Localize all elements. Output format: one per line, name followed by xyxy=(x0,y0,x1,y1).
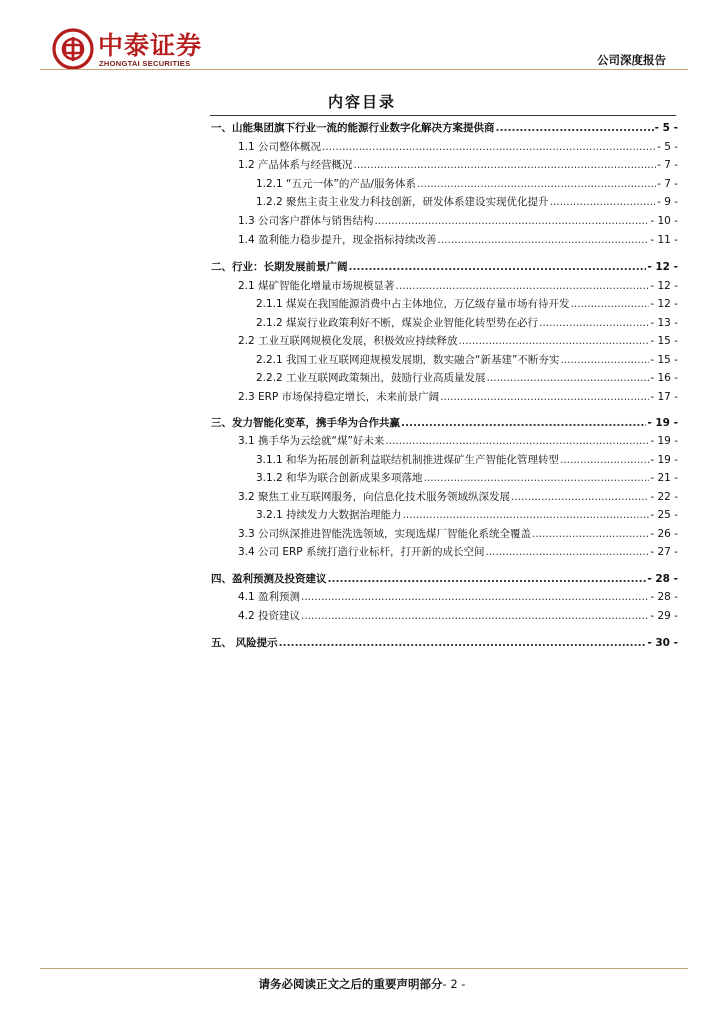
toc-entry[interactable] xyxy=(256,352,678,370)
toc-entry-page: - 11 - xyxy=(650,234,678,246)
toc-entry-label: 3.1 携手华为云绘就“煤”好未来 xyxy=(238,435,385,447)
toc-entry[interactable] xyxy=(238,433,678,451)
toc-entry[interactable] xyxy=(238,544,678,562)
toc-entry[interactable] xyxy=(256,507,678,525)
toc-entry-page: - 27 - xyxy=(650,546,678,558)
toc-entry-page: - 19 - xyxy=(650,454,678,466)
toc-entry-page: - 16 - xyxy=(650,372,678,384)
toc-entry-label: 4.1 盈利预测 xyxy=(238,591,301,603)
toc-leader-dots xyxy=(424,472,650,484)
toc-entry-page: - 9 - xyxy=(657,196,678,208)
toc-entry-page: - 26 - xyxy=(650,528,678,540)
toc-entry[interactable] xyxy=(238,608,678,626)
toc-entry[interactable] xyxy=(238,489,678,507)
toc-leader-dots xyxy=(459,335,650,347)
toc-entry[interactable] xyxy=(211,120,678,138)
toc-entry-page: - 15 - xyxy=(650,354,678,366)
toc-entry-label: 四、盈利预测及投资建议 xyxy=(211,573,327,585)
toc-entry-page: - 5 - xyxy=(654,122,678,134)
toc-leader-dots xyxy=(417,178,656,190)
toc-entry-label: 五、 风险提示 xyxy=(211,637,278,649)
toc-leader-dots xyxy=(354,159,657,171)
toc-leader-dots xyxy=(511,491,649,503)
toc-leader-dots xyxy=(539,317,649,329)
toc-leader-dots xyxy=(328,573,647,585)
toc-entry-label: 一、山能集团旗下行业一流的能源行业数字化解决方案提供商 xyxy=(211,122,495,134)
toc-entry-page: - 7 - xyxy=(657,159,678,171)
toc-entry-page: - 21 - xyxy=(650,472,678,484)
toc-entry-label: 三、发力智能化变革，携手华为合作共赢 xyxy=(211,417,400,429)
toc-entry[interactable] xyxy=(211,415,678,433)
toc-leader-dots xyxy=(375,215,650,227)
toc-entry-page: - 13 - xyxy=(650,317,678,329)
toc-entry-label: 2.1.2 煤炭行业政策利好不断，煤炭企业智能化转型势在必行 xyxy=(256,317,539,329)
toc-entry-page: - 17 - xyxy=(650,391,678,403)
toc-entry[interactable] xyxy=(256,194,678,212)
toc-entry[interactable] xyxy=(256,370,678,388)
toc-entry-label: 3.3 公司纵深推进智能洗选领域，实现选煤厂智能化系统全覆盖 xyxy=(238,528,532,540)
page-header xyxy=(0,0,724,80)
toc-entry-page: - 28 - xyxy=(650,591,678,603)
toc-entry-page: - 19 - xyxy=(647,417,678,429)
toc-entry-label: 2.2 工业互联网规模化发展，积极效应持续释放 xyxy=(238,335,458,347)
toc-leader-dots xyxy=(349,261,647,273)
page-footer xyxy=(0,976,724,992)
toc-leader-dots xyxy=(440,391,649,403)
footer-page-number: - 2 - xyxy=(442,977,466,991)
toc-entry-label: 4.2 投资建议 xyxy=(238,610,301,622)
toc-leader-dots xyxy=(571,298,650,310)
toc-entry[interactable] xyxy=(238,333,678,351)
toc-leader-dots xyxy=(532,528,649,540)
toc-entry-page: - 28 - xyxy=(647,573,678,585)
toc-entry-label: 1.4 盈利能力稳步提升，现金指标持续改善 xyxy=(238,234,437,246)
toc-entry-page: - 15 - xyxy=(650,335,678,347)
toc-entry-page: - 10 - xyxy=(650,215,678,227)
toc-entry-label: 二、行业：长期发展前景广阔 xyxy=(211,261,348,273)
toc-entry-label: 3.2.1 持续发力大数据治理能力 xyxy=(256,509,402,521)
toc-entry[interactable] xyxy=(256,315,678,333)
toc-leader-dots xyxy=(485,546,649,558)
toc-entry-label: 2.2.2 工业互联网政策频出，鼓励行业高质量发展 xyxy=(256,372,486,384)
toc-leader-dots xyxy=(301,610,649,622)
toc-leader-dots xyxy=(279,637,647,649)
toc-leader-dots xyxy=(401,417,646,429)
toc-entry[interactable] xyxy=(238,389,678,407)
toc-entry[interactable] xyxy=(256,296,678,314)
toc-entry[interactable] xyxy=(238,278,678,296)
toc-entry-page: - 22 - xyxy=(650,491,678,503)
company-name-en: ZHONGTAI SECURITIES xyxy=(99,59,191,68)
report-type-label: 公司深度报告 xyxy=(597,53,666,67)
toc-entry-label: 1.3 公司客户群体与销售结构 xyxy=(238,215,374,227)
company-name-cn: 中泰证券 xyxy=(98,31,203,60)
footer-divider xyxy=(40,968,688,969)
toc-entry-label: 3.1.2 和华为联合创新成果多项落地 xyxy=(256,472,423,484)
toc-leader-dots xyxy=(560,454,649,466)
toc-entry-label: 3.1.1 和华为拓展创新利益联结机制推进煤矿生产智能化管理转型 xyxy=(256,454,560,466)
toc-entry-page: - 12 - xyxy=(650,280,678,292)
toc-entry-label: 3.4 公司 ERP 系统打造行业标杆，打开新的成长空间 xyxy=(238,546,485,558)
toc-entry-label: 1.2.1 “五元一体”的产品/服务体系 xyxy=(256,178,416,190)
toc-entry-page: - 30 - xyxy=(647,637,678,649)
header-divider xyxy=(40,69,688,70)
toc-leader-dots xyxy=(396,280,650,292)
toc-entry[interactable] xyxy=(238,526,678,544)
toc-entry-label: 1.2 产品体系与经营概况 xyxy=(238,159,353,171)
toc-title-underline xyxy=(210,115,676,116)
toc-leader-dots xyxy=(301,591,649,603)
toc-leader-dots xyxy=(438,234,650,246)
toc-leader-dots xyxy=(560,354,649,366)
toc-leader-dots xyxy=(496,122,654,134)
toc-entry-page: - 7 - xyxy=(657,178,678,190)
toc-leader-dots xyxy=(550,196,657,208)
toc-leader-dots xyxy=(322,141,656,153)
toc-entry-label: 2.1 煤矿智能化增量市场规模显著 xyxy=(238,280,395,292)
toc-title: 内容目录 xyxy=(327,93,396,111)
toc-entry-label: 1.2.2 聚焦主责主业发力科技创新，研发体系建设实现优化提升 xyxy=(256,196,549,208)
toc-entry-page: - 12 - xyxy=(647,261,678,273)
toc-entry-page: - 19 - xyxy=(650,435,678,447)
toc-entry-label: 2.1.1 煤炭在我国能源消费中占主体地位，万亿级存量市场有待开发 xyxy=(256,298,570,310)
toc-entry-page: - 12 - xyxy=(650,298,678,310)
toc-entry-label: 1.1 公司整体概况 xyxy=(238,141,322,153)
toc-entry-label: 2.3 ERP 市场保持稳定增长，未来前景广阔 xyxy=(238,391,440,403)
toc-entry-page: - 5 - xyxy=(657,141,678,153)
toc-entry[interactable] xyxy=(256,176,678,194)
footer-notice: 请务必阅读正文之后的重要声明部分 xyxy=(258,977,443,991)
toc-entry-label: 2.2.1 我国工业互联网迎规模发展期，数实融合“新基建”不断夯实 xyxy=(256,354,560,366)
toc-entry-page: - 29 - xyxy=(650,610,678,622)
toc-entry-page: - 25 - xyxy=(650,509,678,521)
toc-leader-dots xyxy=(403,509,650,521)
toc-entry[interactable] xyxy=(256,452,678,470)
toc-entry-label: 3.2 聚焦工业互联网服务，向信息化技术服务领域纵深发展 xyxy=(238,491,511,503)
toc-entry[interactable] xyxy=(256,470,678,488)
toc-entry[interactable] xyxy=(211,571,678,589)
toc-leader-dots xyxy=(385,435,649,447)
toc-entry[interactable] xyxy=(238,213,678,231)
toc-entry[interactable] xyxy=(238,157,678,175)
toc-entry[interactable] xyxy=(211,259,678,277)
toc-leader-dots xyxy=(487,372,650,384)
zhongtai-logo-icon xyxy=(52,28,94,70)
toc-entry[interactable] xyxy=(238,589,678,607)
toc-entry[interactable] xyxy=(211,635,678,653)
zhongtai-logo xyxy=(52,28,222,72)
toc-entry[interactable] xyxy=(238,232,678,250)
toc-entry[interactable] xyxy=(238,139,678,157)
